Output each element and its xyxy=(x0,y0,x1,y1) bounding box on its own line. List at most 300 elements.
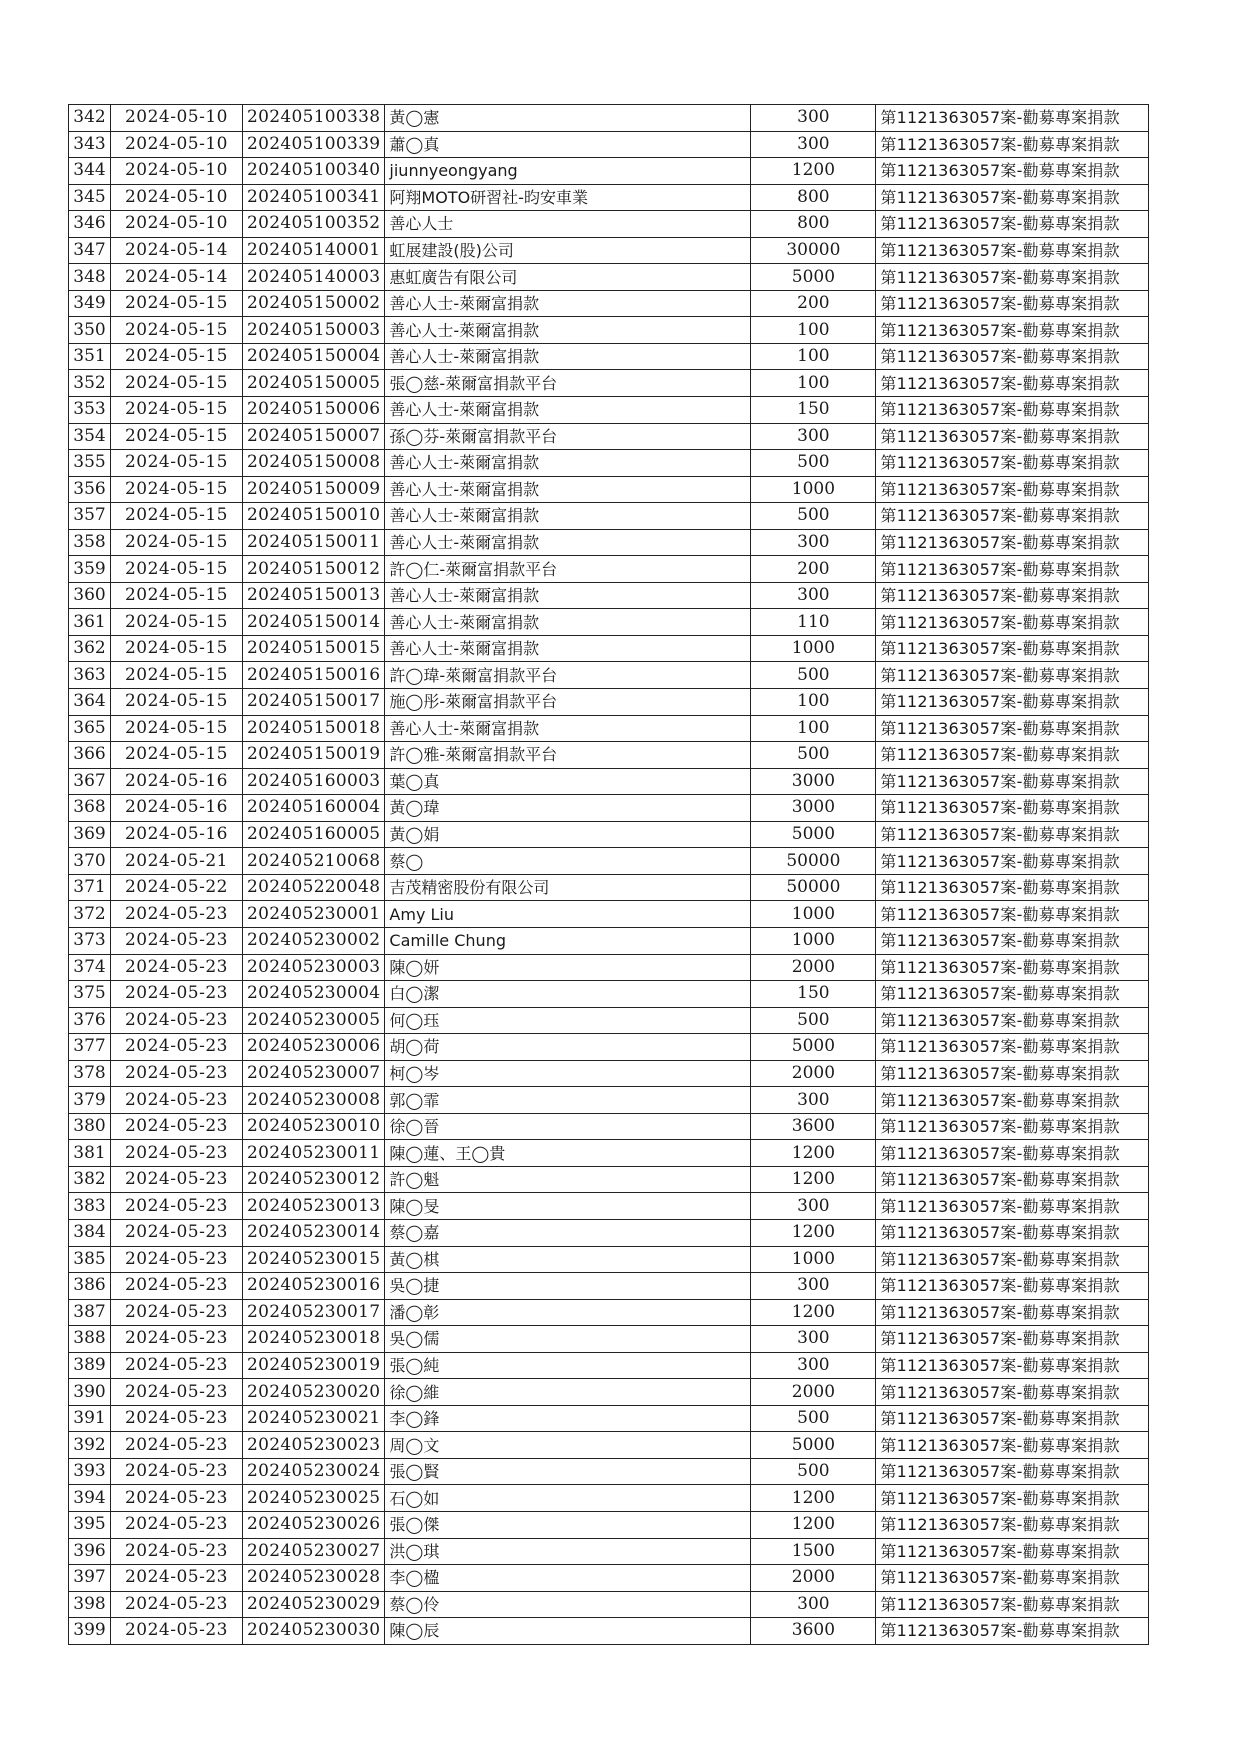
donor-name: 善心人士-萊爾富捐款 xyxy=(385,476,751,503)
donation-amount: 50000 xyxy=(751,874,876,901)
receipt-number: 202405100338 xyxy=(243,105,385,132)
receipt-number: 202405230019 xyxy=(243,1352,385,1379)
donation-purpose: 第1121363057案-勸募專案捐款 xyxy=(876,1140,1149,1167)
receipt-number: 202405150011 xyxy=(243,529,385,556)
donation-amount: 1200 xyxy=(751,1166,876,1193)
row-number: 399 xyxy=(69,1618,111,1645)
donor-name: 黃◯棋 xyxy=(385,1246,751,1273)
donation-date: 2024-05-23 xyxy=(111,927,243,954)
donor-name: 洪◯琪 xyxy=(385,1538,751,1565)
donor-name: 善心人士 xyxy=(385,211,751,238)
donor-name: 善心人士-萊爾富捐款 xyxy=(385,450,751,477)
donation-date: 2024-05-23 xyxy=(111,901,243,928)
donation-purpose: 第1121363057案-勸募專案捐款 xyxy=(876,821,1149,848)
donation-date: 2024-05-23 xyxy=(111,1618,243,1645)
row-number: 369 xyxy=(69,821,111,848)
table-row xyxy=(69,742,1149,769)
table-row xyxy=(69,662,1149,689)
table-row xyxy=(69,1379,1149,1406)
table-row xyxy=(69,264,1149,291)
table-row xyxy=(69,821,1149,848)
table-row xyxy=(69,1246,1149,1273)
donation-amount: 300 xyxy=(751,1326,876,1353)
table-row xyxy=(69,954,1149,981)
donation-amount: 1000 xyxy=(751,927,876,954)
donation-purpose: 第1121363057案-勸募專案捐款 xyxy=(876,768,1149,795)
donation-date: 2024-05-23 xyxy=(111,1565,243,1592)
table-row xyxy=(69,450,1149,477)
receipt-number: 202405230002 xyxy=(243,927,385,954)
donation-purpose: 第1121363057案-勸募專案捐款 xyxy=(876,901,1149,928)
donor-name: 李◯鋒 xyxy=(385,1405,751,1432)
row-number: 361 xyxy=(69,609,111,636)
row-number: 347 xyxy=(69,237,111,264)
row-number: 367 xyxy=(69,768,111,795)
receipt-number: 202405150016 xyxy=(243,662,385,689)
receipt-number: 202405150002 xyxy=(243,290,385,317)
donation-amount: 300 xyxy=(751,1591,876,1618)
row-number: 376 xyxy=(69,1007,111,1034)
donor-name: 吳◯儒 xyxy=(385,1326,751,1353)
donation-date: 2024-05-23 xyxy=(111,981,243,1008)
donation-amount: 3600 xyxy=(751,1618,876,1645)
row-number: 397 xyxy=(69,1565,111,1592)
donor-name: 陳◯旻 xyxy=(385,1193,751,1220)
row-number: 350 xyxy=(69,317,111,344)
donor-name: 郭◯霏 xyxy=(385,1087,751,1114)
donation-purpose: 第1121363057案-勸募專案捐款 xyxy=(876,1193,1149,1220)
receipt-number: 202405230010 xyxy=(243,1113,385,1140)
donation-purpose: 第1121363057案-勸募專案捐款 xyxy=(876,1326,1149,1353)
row-number: 385 xyxy=(69,1246,111,1273)
row-number: 368 xyxy=(69,795,111,822)
donation-amount: 100 xyxy=(751,370,876,397)
row-number: 364 xyxy=(69,689,111,716)
donor-name: 張◯純 xyxy=(385,1352,751,1379)
donor-name: jiunnyeongyang xyxy=(385,158,751,185)
donation-amount: 2000 xyxy=(751,1565,876,1592)
table-row xyxy=(69,1352,1149,1379)
donation-amount: 3000 xyxy=(751,768,876,795)
receipt-number: 202405230030 xyxy=(243,1618,385,1645)
table-row xyxy=(69,848,1149,875)
receipt-number: 202405230023 xyxy=(243,1432,385,1459)
donation-amount: 100 xyxy=(751,689,876,716)
donor-name: 周◯文 xyxy=(385,1432,751,1459)
donation-purpose: 第1121363057案-勸募專案捐款 xyxy=(876,1458,1149,1485)
donation-date: 2024-05-10 xyxy=(111,184,243,211)
donation-amount: 2000 xyxy=(751,1060,876,1087)
receipt-number: 202405230017 xyxy=(243,1299,385,1326)
donor-name: 善心人士-萊爾富捐款 xyxy=(385,715,751,742)
donation-purpose: 第1121363057案-勸募專案捐款 xyxy=(876,317,1149,344)
receipt-number: 202405150017 xyxy=(243,689,385,716)
table-row xyxy=(69,423,1149,450)
donation-purpose: 第1121363057案-勸募專案捐款 xyxy=(876,662,1149,689)
donation-date: 2024-05-23 xyxy=(111,1352,243,1379)
table-row xyxy=(69,237,1149,264)
donation-purpose: 第1121363057案-勸募專案捐款 xyxy=(876,635,1149,662)
table-row xyxy=(69,370,1149,397)
donation-date: 2024-05-15 xyxy=(111,503,243,530)
table-row xyxy=(69,556,1149,583)
donation-purpose: 第1121363057案-勸募專案捐款 xyxy=(876,848,1149,875)
donation-date: 2024-05-15 xyxy=(111,343,243,370)
receipt-number: 202405230028 xyxy=(243,1565,385,1592)
donation-date: 2024-05-23 xyxy=(111,1087,243,1114)
donation-amount: 300 xyxy=(751,1087,876,1114)
donation-purpose: 第1121363057案-勸募專案捐款 xyxy=(876,1485,1149,1512)
receipt-number: 202405150018 xyxy=(243,715,385,742)
donation-purpose: 第1121363057案-勸募專案捐款 xyxy=(876,609,1149,636)
donor-name: 惠虹廣告有限公司 xyxy=(385,264,751,291)
donation-purpose: 第1121363057案-勸募專案捐款 xyxy=(876,689,1149,716)
row-number: 395 xyxy=(69,1511,111,1538)
row-number: 394 xyxy=(69,1485,111,1512)
table-row xyxy=(69,1591,1149,1618)
donation-amount: 5000 xyxy=(751,821,876,848)
donation-purpose: 第1121363057案-勸募專案捐款 xyxy=(876,476,1149,503)
donation-purpose: 第1121363057案-勸募專案捐款 xyxy=(876,1299,1149,1326)
receipt-number: 202405150006 xyxy=(243,397,385,424)
receipt-number: 202405230027 xyxy=(243,1538,385,1565)
donation-purpose: 第1121363057案-勸募專案捐款 xyxy=(876,370,1149,397)
donor-name: 黃◯瑋 xyxy=(385,795,751,822)
receipt-number: 202405230006 xyxy=(243,1034,385,1061)
donation-amount: 100 xyxy=(751,715,876,742)
row-number: 387 xyxy=(69,1299,111,1326)
receipt-number: 202405160004 xyxy=(243,795,385,822)
donation-amount: 1200 xyxy=(751,1485,876,1512)
donation-amount: 2000 xyxy=(751,954,876,981)
donation-purpose: 第1121363057案-勸募專案捐款 xyxy=(876,1618,1149,1645)
donation-amount: 1000 xyxy=(751,901,876,928)
donation-date: 2024-05-15 xyxy=(111,556,243,583)
donation-purpose: 第1121363057案-勸募專案捐款 xyxy=(876,503,1149,530)
row-number: 398 xyxy=(69,1591,111,1618)
receipt-number: 202405230013 xyxy=(243,1193,385,1220)
table-row xyxy=(69,981,1149,1008)
donor-name: 石◯如 xyxy=(385,1485,751,1512)
donation-amount: 300 xyxy=(751,582,876,609)
donation-date: 2024-05-23 xyxy=(111,1113,243,1140)
table-row xyxy=(69,131,1149,158)
row-number: 389 xyxy=(69,1352,111,1379)
donation-amount: 500 xyxy=(751,1458,876,1485)
table-row xyxy=(69,635,1149,662)
donor-name: 陳◯辰 xyxy=(385,1618,751,1645)
donation-amount: 300 xyxy=(751,529,876,556)
donor-name: 善心人士-萊爾富捐款 xyxy=(385,290,751,317)
donation-purpose: 第1121363057案-勸募專案捐款 xyxy=(876,715,1149,742)
table-row xyxy=(69,768,1149,795)
donation-purpose: 第1121363057案-勸募專案捐款 xyxy=(876,582,1149,609)
donation-date: 2024-05-10 xyxy=(111,131,243,158)
donation-purpose: 第1121363057案-勸募專案捐款 xyxy=(876,290,1149,317)
donation-purpose: 第1121363057案-勸募專案捐款 xyxy=(876,556,1149,583)
table-row xyxy=(69,795,1149,822)
row-number: 354 xyxy=(69,423,111,450)
donor-name: 虹展建設(股)公司 xyxy=(385,237,751,264)
receipt-number: 202405150015 xyxy=(243,635,385,662)
donor-name: 善心人士-萊爾富捐款 xyxy=(385,397,751,424)
donation-purpose: 第1121363057案-勸募專案捐款 xyxy=(876,184,1149,211)
donor-name: 陳◯蓮、王◯貴 xyxy=(385,1140,751,1167)
donation-amount: 1200 xyxy=(751,158,876,185)
donor-name: Amy Liu xyxy=(385,901,751,928)
donation-amount: 1200 xyxy=(751,1511,876,1538)
donation-amount: 800 xyxy=(751,184,876,211)
receipt-number: 202405150008 xyxy=(243,450,385,477)
donation-amount: 500 xyxy=(751,742,876,769)
donation-date: 2024-05-14 xyxy=(111,237,243,264)
donation-date: 2024-05-16 xyxy=(111,821,243,848)
donor-name: 李◯楹 xyxy=(385,1565,751,1592)
donation-date: 2024-05-23 xyxy=(111,1326,243,1353)
donation-purpose: 第1121363057案-勸募專案捐款 xyxy=(876,1007,1149,1034)
row-number: 349 xyxy=(69,290,111,317)
row-number: 357 xyxy=(69,503,111,530)
receipt-number: 202405230004 xyxy=(243,981,385,1008)
donation-purpose: 第1121363057案-勸募專案捐款 xyxy=(876,1405,1149,1432)
donation-date: 2024-05-23 xyxy=(111,1007,243,1034)
ledger-body xyxy=(69,105,1149,1645)
row-number: 374 xyxy=(69,954,111,981)
donor-name: 蕭◯真 xyxy=(385,131,751,158)
row-number: 366 xyxy=(69,742,111,769)
donor-name: 陳◯妍 xyxy=(385,954,751,981)
receipt-number: 202405230021 xyxy=(243,1405,385,1432)
donation-amount: 1500 xyxy=(751,1538,876,1565)
donation-purpose: 第1121363057案-勸募專案捐款 xyxy=(876,1113,1149,1140)
receipt-number: 202405150014 xyxy=(243,609,385,636)
donation-date: 2024-05-16 xyxy=(111,768,243,795)
donation-amount: 5000 xyxy=(751,264,876,291)
donation-date: 2024-05-15 xyxy=(111,370,243,397)
donation-purpose: 第1121363057案-勸募專案捐款 xyxy=(876,343,1149,370)
donation-date: 2024-05-15 xyxy=(111,529,243,556)
donation-purpose: 第1121363057案-勸募專案捐款 xyxy=(876,927,1149,954)
receipt-number: 202405230026 xyxy=(243,1511,385,1538)
receipt-number: 202405140001 xyxy=(243,237,385,264)
row-number: 342 xyxy=(69,105,111,132)
donation-purpose: 第1121363057案-勸募專案捐款 xyxy=(876,795,1149,822)
donation-amount: 2000 xyxy=(751,1379,876,1406)
receipt-number: 202405160005 xyxy=(243,821,385,848)
table-row xyxy=(69,105,1149,132)
row-number: 388 xyxy=(69,1326,111,1353)
donation-amount: 300 xyxy=(751,105,876,132)
donation-date: 2024-05-15 xyxy=(111,582,243,609)
row-number: 359 xyxy=(69,556,111,583)
row-number: 375 xyxy=(69,981,111,1008)
receipt-number: 202405100341 xyxy=(243,184,385,211)
donor-name: 蔡◯ xyxy=(385,848,751,875)
donation-amount: 500 xyxy=(751,1405,876,1432)
donor-name: 吉茂精密股份有限公司 xyxy=(385,874,751,901)
donation-date: 2024-05-23 xyxy=(111,1432,243,1459)
donor-name: 黃◯娟 xyxy=(385,821,751,848)
donor-name: 許◯仁-萊爾富捐款平台 xyxy=(385,556,751,583)
table-row xyxy=(69,1087,1149,1114)
donation-date: 2024-05-23 xyxy=(111,1511,243,1538)
donation-date: 2024-05-23 xyxy=(111,1219,243,1246)
donation-amount: 100 xyxy=(751,317,876,344)
donation-date: 2024-05-15 xyxy=(111,317,243,344)
donation-date: 2024-05-15 xyxy=(111,397,243,424)
donation-amount: 1000 xyxy=(751,1246,876,1273)
table-row xyxy=(69,1618,1149,1645)
receipt-number: 202405150010 xyxy=(243,503,385,530)
table-row xyxy=(69,927,1149,954)
donation-purpose: 第1121363057案-勸募專案捐款 xyxy=(876,131,1149,158)
donation-date: 2024-05-23 xyxy=(111,1060,243,1087)
receipt-number: 202405100352 xyxy=(243,211,385,238)
donor-name: 黃◯憲 xyxy=(385,105,751,132)
donation-purpose: 第1121363057案-勸募專案捐款 xyxy=(876,105,1149,132)
table-row xyxy=(69,158,1149,185)
donation-purpose: 第1121363057案-勸募專案捐款 xyxy=(876,397,1149,424)
table-row xyxy=(69,503,1149,530)
table-row xyxy=(69,317,1149,344)
table-row xyxy=(69,1511,1149,1538)
donor-name: 潘◯彰 xyxy=(385,1299,751,1326)
donor-name: 善心人士-萊爾富捐款 xyxy=(385,609,751,636)
receipt-number: 202405220048 xyxy=(243,874,385,901)
row-number: 383 xyxy=(69,1193,111,1220)
receipt-number: 202405230003 xyxy=(243,954,385,981)
donation-purpose: 第1121363057案-勸募專案捐款 xyxy=(876,1246,1149,1273)
donation-date: 2024-05-15 xyxy=(111,742,243,769)
receipt-number: 202405230024 xyxy=(243,1458,385,1485)
row-number: 343 xyxy=(69,131,111,158)
donation-purpose: 第1121363057案-勸募專案捐款 xyxy=(876,1538,1149,1565)
donation-amount: 500 xyxy=(751,503,876,530)
table-row xyxy=(69,582,1149,609)
table-row xyxy=(69,1193,1149,1220)
row-number: 391 xyxy=(69,1405,111,1432)
receipt-number: 202405230016 xyxy=(243,1273,385,1300)
donation-amount: 200 xyxy=(751,556,876,583)
donation-date: 2024-05-10 xyxy=(111,211,243,238)
donation-date: 2024-05-15 xyxy=(111,290,243,317)
donor-name: Camille Chung xyxy=(385,927,751,954)
receipt-number: 202405230011 xyxy=(243,1140,385,1167)
donation-date: 2024-05-10 xyxy=(111,105,243,132)
donation-amount: 3600 xyxy=(751,1113,876,1140)
donation-purpose: 第1121363057案-勸募專案捐款 xyxy=(876,1087,1149,1114)
row-number: 360 xyxy=(69,582,111,609)
donation-date: 2024-05-23 xyxy=(111,1379,243,1406)
table-row xyxy=(69,1219,1149,1246)
donation-date: 2024-05-23 xyxy=(111,1166,243,1193)
donation-date: 2024-05-15 xyxy=(111,689,243,716)
receipt-number: 202405230001 xyxy=(243,901,385,928)
receipt-number: 202405230008 xyxy=(243,1087,385,1114)
donor-name: 何◯珏 xyxy=(385,1007,751,1034)
donation-date: 2024-05-23 xyxy=(111,1591,243,1618)
row-number: 358 xyxy=(69,529,111,556)
donor-name: 張◯傑 xyxy=(385,1511,751,1538)
donor-name: 善心人士-萊爾富捐款 xyxy=(385,317,751,344)
row-number: 365 xyxy=(69,715,111,742)
row-number: 351 xyxy=(69,343,111,370)
donation-date: 2024-05-15 xyxy=(111,715,243,742)
donor-name: 張◯賢 xyxy=(385,1458,751,1485)
table-row xyxy=(69,184,1149,211)
donor-name: 施◯彤-萊爾富捐款平台 xyxy=(385,689,751,716)
row-number: 382 xyxy=(69,1166,111,1193)
row-number: 355 xyxy=(69,450,111,477)
donation-amount: 50000 xyxy=(751,848,876,875)
table-row xyxy=(69,874,1149,901)
donation-purpose: 第1121363057案-勸募專案捐款 xyxy=(876,1060,1149,1087)
row-number: 386 xyxy=(69,1273,111,1300)
donor-name: 善心人士-萊爾富捐款 xyxy=(385,343,751,370)
donation-date: 2024-05-23 xyxy=(111,1405,243,1432)
table-row xyxy=(69,529,1149,556)
row-number: 346 xyxy=(69,211,111,238)
donation-purpose: 第1121363057案-勸募專案捐款 xyxy=(876,1511,1149,1538)
row-number: 381 xyxy=(69,1140,111,1167)
donor-name: 葉◯真 xyxy=(385,768,751,795)
donation-purpose: 第1121363057案-勸募專案捐款 xyxy=(876,981,1149,1008)
donor-name: 徐◯晉 xyxy=(385,1113,751,1140)
donation-amount: 500 xyxy=(751,1007,876,1034)
donation-amount: 500 xyxy=(751,662,876,689)
row-number: 396 xyxy=(69,1538,111,1565)
table-row xyxy=(69,715,1149,742)
receipt-number: 202405230020 xyxy=(243,1379,385,1406)
row-number: 372 xyxy=(69,901,111,928)
row-number: 380 xyxy=(69,1113,111,1140)
table-row xyxy=(69,1485,1149,1512)
table-row xyxy=(69,1405,1149,1432)
table-row xyxy=(69,1565,1149,1592)
donor-name: 蔡◯嘉 xyxy=(385,1219,751,1246)
donation-date: 2024-05-15 xyxy=(111,423,243,450)
receipt-number: 202405230015 xyxy=(243,1246,385,1273)
table-row xyxy=(69,1113,1149,1140)
donation-date: 2024-05-10 xyxy=(111,158,243,185)
donation-purpose: 第1121363057案-勸募專案捐款 xyxy=(876,954,1149,981)
row-number: 356 xyxy=(69,476,111,503)
donation-date: 2024-05-14 xyxy=(111,264,243,291)
donation-purpose: 第1121363057案-勸募專案捐款 xyxy=(876,158,1149,185)
donation-purpose: 第1121363057案-勸募專案捐款 xyxy=(876,423,1149,450)
donation-purpose: 第1121363057案-勸募專案捐款 xyxy=(876,1219,1149,1246)
receipt-number: 202405210068 xyxy=(243,848,385,875)
row-number: 384 xyxy=(69,1219,111,1246)
row-number: 371 xyxy=(69,874,111,901)
table-row xyxy=(69,1299,1149,1326)
donation-purpose: 第1121363057案-勸募專案捐款 xyxy=(876,450,1149,477)
donation-amount: 800 xyxy=(751,211,876,238)
donation-purpose: 第1121363057案-勸募專案捐款 xyxy=(876,1273,1149,1300)
row-number: 393 xyxy=(69,1458,111,1485)
donor-name: 善心人士-萊爾富捐款 xyxy=(385,529,751,556)
donation-purpose: 第1121363057案-勸募專案捐款 xyxy=(876,211,1149,238)
row-number: 348 xyxy=(69,264,111,291)
donation-purpose: 第1121363057案-勸募專案捐款 xyxy=(876,529,1149,556)
receipt-number: 202405230029 xyxy=(243,1591,385,1618)
donation-date: 2024-05-23 xyxy=(111,1458,243,1485)
donation-amount: 300 xyxy=(751,423,876,450)
donation-date: 2024-05-15 xyxy=(111,450,243,477)
table-row xyxy=(69,211,1149,238)
donor-name: 蔡◯伶 xyxy=(385,1591,751,1618)
donation-amount: 1200 xyxy=(751,1219,876,1246)
